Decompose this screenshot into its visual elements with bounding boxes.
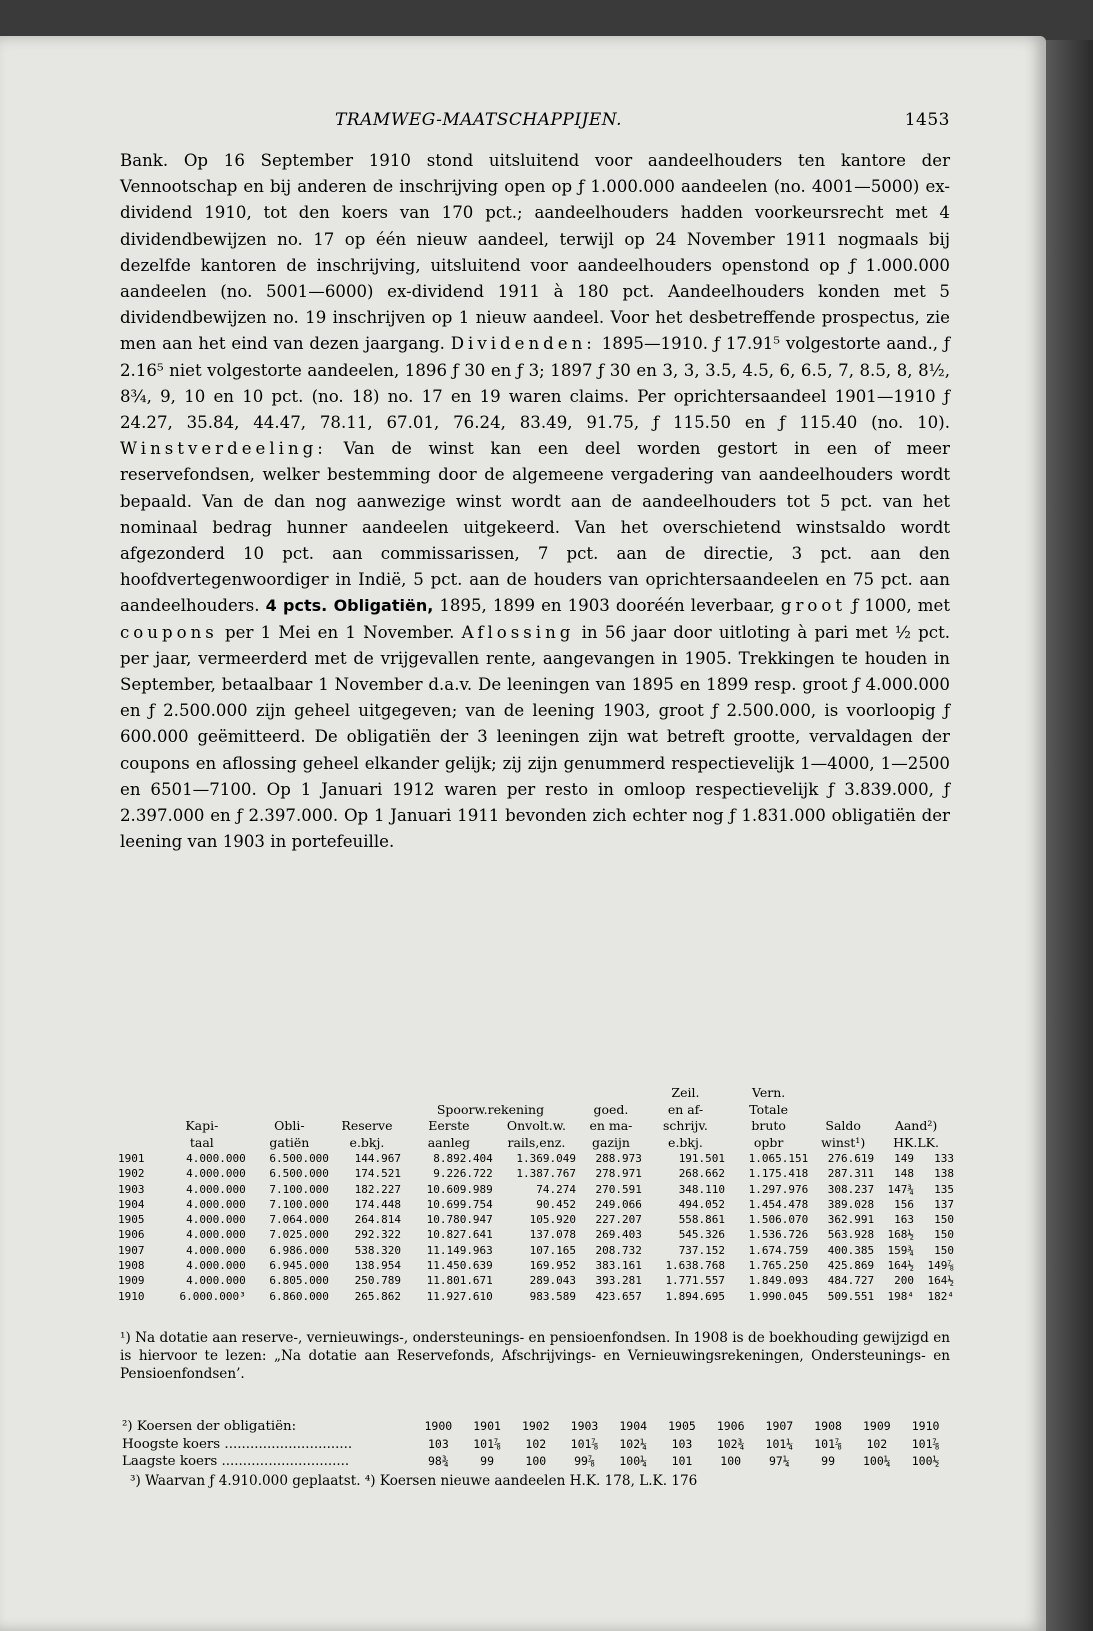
header-cell: Reserve [341,1118,393,1133]
table-cell: 182⁴ [927,1289,954,1303]
quote-cell: 101⅞ [570,1436,599,1451]
table-cell: 558.861 [678,1213,726,1227]
header-cell: opbr [753,1134,784,1150]
table-cell: 147¾ [887,1182,914,1196]
header-cell: e.bkj. [668,1134,703,1150]
year-cell: 1908 [118,1259,145,1273]
table-cell: 169.952 [529,1259,576,1273]
header-cell: e.bkj. [349,1134,385,1150]
label-groot: groot [780,596,847,616]
table-cell: 4.000.000 [186,1228,246,1242]
table-cell: 1.369.049 [516,1152,576,1165]
bond-quotes-table [120,1418,950,1471]
table-cell: 138.954 [354,1259,401,1273]
table-cell: 150 [934,1228,954,1242]
bond-quotes-body [120,1418,950,1471]
table-cell: 265.862 [354,1289,401,1303]
quote-cell: 100¼ [619,1454,648,1468]
table-cell: 208.732 [595,1243,642,1257]
table-row [116,1243,956,1258]
quote-cell: 103 [671,1436,693,1451]
header-cell: Spoorw.rekening [436,1101,545,1117]
header-cell: Saldo [825,1118,861,1133]
table-cell: 163 [894,1213,914,1227]
table-row [116,1151,956,1166]
text-dividends: 1895—1910. ƒ 17.91⁵ volgestorte aand., ƒ 2.16⁵ niet volgestorte aandeelen, 1896 ƒ 30 en ƒ 3; 1897 ƒ 30 en 3, 3, 3.5, 4.5, 6, 6.5, 7, 8.5, 8, 8½, 8¾, 9, 10 en 10 pct. (no. 18) no. 17 en 19 waren claims. Per oprichtersaandeel 1901—1910 ƒ 24.27, 35.84, 44.47, 78.11, 67.01, 76.24, 83.49, 91.75, ƒ 115.50 en ƒ 115.40 (no. 10). [120,334,950,433]
quote-cell: 1909 [862,1419,891,1433]
quote-cell: 99 [480,1454,494,1468]
quote-cell: 102¾ [716,1436,745,1451]
quote-cell: 101 [671,1454,693,1468]
quote-cell: 100½ [911,1454,940,1468]
table-row [116,1197,956,1212]
table-cell: 6.500.000 [269,1152,329,1165]
table-cell: 7.025.000 [269,1228,329,1242]
table-cell: 174.521 [354,1167,401,1181]
text-share-issues: Bank. Op 16 September 1910 stond uitsluitend voor aandeelhouders ten kantore der Vennootschap en bij anderen de inschrijving open op ƒ 1.000.000 aandeelen (no. 4001—5000) ex-dividend 1910, tot den koers van 170 pct.; aandeelhouders hadden voorkeursrecht met 4 dividendbewijzen no. 17 op één nieuw aandeel, terwijl op 24 November 1911 nogmaals bij dezelfde kantoren de inschrijving, uitsluitend voor aandeelhouders openstond op ƒ 1.000.000 aandeelen (no. 5001—6000) ex-dividend 1911 à 180 pct. Aandeelhouders konden met 5 dividendbewijzen no. 19 inschrijven op 1 nieuw aandeel. Voor het desbetreffende prospectus, zie men aan het eind van dezen jaargang. [120,151,950,354]
table-cell: 389.028 [827,1197,875,1211]
table-cell: 90.452 [536,1197,576,1211]
text-profit-distribution: Van de winst kan een deel worden gestort in een of meer reservefondsen, welker bestemming door de algemeene vergadering van aandeelhouders wordt bepaald. Van de dan nog aanwezige winst wordt aan de aandeelhouders tot 5 pct. van het nominaal bedrag hunner aandeelen uitgekeerd. Van het overschietend winstsaldo wordt afgezonderd 10 pct. aan commissarissen, 7 pct. aan de directie, 3 pct. aan den hoofdvertegenwoordiger in Indië, 5 pct. aan de houders van oprichtersaandeelen en 75 pct. aan aandeelhouders. [120,439,950,616]
table-cell: 8.892.404 [433,1152,493,1165]
footnote-1: ¹) Na dotatie aan reserve-, vernieuwings-, ondersteunings- en pensioenfondsen. In 1908 is de boekhouding gewijzigd en is hiervoor te lezen: „Na dotatie aan Reservefonds, Afschrijvings- en Vernieuwingsrekeningen, Ondersteunings- en Pensioenfondsen’. [120,1330,950,1382]
table-cell: 137 [934,1197,954,1211]
table-cell: 276.619 [827,1152,875,1165]
table-cell: 105.920 [529,1213,576,1227]
quote-cell: 1904 [619,1419,648,1433]
table-cell: 425.869 [827,1259,875,1273]
table-cell: 4.000.000 [186,1197,246,1211]
table-cell: 1.454.478 [748,1197,809,1211]
quote-cell: 102¼ [619,1436,648,1451]
table-header-row [116,1118,956,1135]
footnote-3-4: ³) Waarvan ƒ 4.910.000 geplaatst. ⁴) Koersen nieuwe aandeelen H.K. 178, L.K. 176 [130,1473,698,1489]
table-row [116,1166,956,1181]
quote-cell: 102 [866,1436,888,1451]
table-cell: 174.448 [354,1197,401,1211]
table-cell: 198⁴ [887,1289,914,1303]
table-cell: 164½ [927,1274,954,1288]
table-cell: 1.674.759 [748,1243,809,1257]
table-cell: 11.450.639 [426,1259,493,1273]
table-cell: 362.991 [827,1213,875,1227]
table-row [116,1273,956,1288]
quote-cell: 102 [525,1436,547,1451]
year-cell: 1902 [118,1167,145,1181]
table-cell: 484.727 [827,1274,875,1288]
row-label: Laagste koers .............................. [122,1454,350,1469]
label-obligatien: 4 pcts. Obligatiën, [265,596,434,616]
table-cell: 11.149.963 [426,1243,493,1257]
table-cell: 6.860.000 [269,1289,329,1303]
table-cell: 6.500.000 [269,1167,329,1181]
label-coupons: coupons [120,622,218,642]
quote-cell: 1903 [570,1419,599,1433]
row-label: ²) Koersen der obligatiën: [122,1419,297,1434]
table-cell: 164½ [887,1259,914,1273]
table-cell: 159¾ [887,1243,914,1257]
table-cell: 4.000.000 [186,1259,246,1273]
table-row [116,1182,956,1197]
year-cell: 1905 [118,1213,145,1227]
table-cell: 168½ [887,1228,914,1242]
header-cell: goed. [593,1101,629,1117]
text-redemption: in 56 jaar door uitloting à pari met ½ pct. per jaar, vermeerderd met de vrijgevallen rente, aangevangen in 1905. Trekkingen te houden in September, betaalbaar 1 November d.a.v. De leeningen van 1895 en 1899 resp. groot ƒ 4.000.000 en ƒ 2.500.000 zijn geheel uitgegeven; van de leening 1903, groot ƒ 2.500.000, is voorloopig ƒ 600.000 geëmitteerd. De obligatiën der 3 leeningen zijn wat betreft grootte, vervaldagen der coupons en aflossing geheel elkander gelijk; zij zijn genummerd respectievelijk 1—4000, 1—2500 en 6501—7100. Op 1 Januari 1912 waren per resto in omloop respectievelijk ƒ 3.839.000, ƒ 2.397.000 en ƒ 2.397.000. Op 1 Januari 1911 bevonden zich echter nog ƒ 1.831.000 obligatiën der leening van 1903 in portefeuille. [120,622,951,852]
table-cell: 74.274 [536,1182,576,1196]
header-cell: winst¹) [821,1134,866,1150]
table-cell: 144.967 [354,1152,401,1165]
table-cell: 348.110 [678,1182,726,1196]
table-cell: 1.175.418 [748,1167,809,1181]
book-edge [1046,40,1093,1631]
table-cell: 4.000.000 [186,1213,246,1227]
header-cell: aanleg [427,1134,471,1150]
table-cell: 269.403 [595,1228,642,1242]
table-cell: 1.065.151 [748,1152,809,1165]
table-cell: 400.385 [827,1243,875,1257]
lowest-quote-row [120,1453,950,1471]
year-cell: 1910 [118,1289,145,1303]
quote-cell: 1907 [765,1419,794,1433]
table-cell: 278.971 [595,1167,642,1181]
table-cell: 6.945.000 [269,1259,329,1273]
table-cell: 1.536.726 [748,1228,809,1242]
table-cell: 137.078 [529,1228,576,1242]
table-cell: 10.609.989 [426,1182,493,1196]
year-cell: 1901 [118,1152,145,1165]
header-cell: schrijv. [663,1118,708,1133]
table-cell: 11.927.610 [426,1289,493,1303]
table-cell: 148 [894,1167,914,1181]
table-cell: 270.591 [595,1182,642,1196]
header-cell: bruto [751,1118,786,1133]
text-coupons: per 1 Mei en 1 November. [217,622,455,642]
table-cell: 10.780.947 [426,1213,493,1227]
table-cell: 7.064.000 [269,1213,329,1227]
table-cell: 250.789 [354,1274,401,1288]
table-cell: 200 [894,1274,914,1288]
table-cell: 289.043 [529,1274,576,1288]
table-cell: 6.805.000 [269,1274,329,1288]
financial-table [116,1085,956,1304]
table-row [116,1258,956,1273]
table-cell: 494.052 [678,1197,726,1211]
quote-cell: 101¼ [765,1436,794,1451]
table-cell: 268.662 [678,1167,726,1181]
table-cell: 288.973 [595,1152,642,1165]
table-cell: 287.311 [827,1167,875,1181]
table-cell: 1.506.070 [748,1213,809,1227]
quote-cell: 97¼ [769,1454,790,1468]
table-header-row [116,1085,956,1102]
quote-cell: 100¼ [862,1454,891,1468]
quote-cell: 1906 [716,1419,745,1433]
table-header-row [116,1102,956,1119]
quote-cell: 99 [821,1454,836,1468]
header-cell: en af- [667,1101,704,1117]
table-cell: 737.152 [678,1243,726,1257]
table-header-row [116,1135,956,1152]
table-cell: 135 [934,1182,954,1196]
table-cell: 4.000.000 [186,1167,246,1181]
quote-cell: 99⅞ [574,1454,595,1468]
table-cell: 545.326 [678,1228,726,1242]
quote-cell: 1908 [814,1419,842,1433]
quote-years-row [120,1418,950,1436]
table-cell: 1.771.557 [665,1274,726,1288]
highest-quote-row [120,1436,950,1454]
label-aflossing: Aflossing [461,622,575,642]
running-title: TRAMWEG-MAATSCHAPPIJEN. [335,110,622,130]
quote-cell: 1900 [424,1419,453,1433]
year-cell: 1909 [118,1274,145,1288]
table-cell: 182.227 [354,1182,401,1196]
table-cell: 509.551 [827,1289,875,1303]
header-cell: Eerste [428,1118,470,1133]
label-dividenden: Dividenden: [450,334,596,354]
label-winstverdeeling: Winstverdeeling: [120,439,327,459]
footnotes [120,1329,950,1383]
quote-cell: 98¾ [427,1454,449,1468]
text-size: ƒ 1000, met [846,596,950,616]
text-bonds: 1895, 1899 en 1903 dooréén leverbaar, [433,596,775,616]
table-cell: 150 [934,1213,954,1227]
table-body [116,1151,956,1304]
table-cell: 156 [894,1197,914,1211]
table-cell: 538.320 [354,1243,401,1257]
table-cell: 1.297.976 [748,1182,809,1196]
quote-cell: 1901 [473,1419,501,1433]
table-cell: 133 [934,1152,954,1165]
header-cell: Totale [749,1101,789,1117]
year-cell: 1906 [118,1228,145,1242]
header-cell: gatiën [269,1134,310,1150]
table-cell: 983.589 [529,1289,576,1303]
year-cell: 1904 [118,1197,145,1211]
year-cell: 1903 [118,1182,145,1196]
quote-cell: 101⅞ [814,1436,842,1451]
table-cell: 393.281 [595,1274,642,1288]
table-cell: 4.000.000 [186,1152,246,1165]
quote-cell: 100 [720,1454,742,1468]
table-cell: 10.827.641 [426,1228,493,1242]
year-cell: 1907 [118,1243,145,1257]
table-cell: 107.165 [529,1243,576,1257]
table-row [116,1212,956,1227]
table-cell: 6.986.000 [269,1243,329,1257]
header-cell: Zeil. [671,1085,700,1100]
table-cell: 150 [934,1243,954,1257]
table-cell: 1.894.695 [665,1289,726,1303]
table-cell: 1.765.250 [748,1259,809,1273]
table-cell: 9.226.722 [433,1167,493,1181]
table-cell: 227.207 [595,1213,642,1227]
table-cell: 149 [894,1152,914,1165]
table-cell: 10.699.754 [426,1197,493,1211]
page-number: 1453 [904,110,950,130]
table-cell: 264.814 [354,1213,401,1227]
quote-cell: 101⅞ [911,1436,940,1451]
table-cell: 4.000.000 [186,1274,246,1288]
table-cell: 138 [934,1167,954,1181]
table-cell: 6.000.000³ [179,1289,246,1303]
quote-cell: 1905 [668,1419,696,1433]
table-cell: 1.387.767 [516,1167,576,1181]
quote-cell: 1910 [911,1419,940,1433]
header-cell: Kapi- [185,1118,219,1133]
table-cell: 11.801.671 [426,1274,493,1288]
quote-cell: 100 [525,1454,547,1468]
table-cell: 383.161 [595,1259,642,1273]
header-cell: Obli- [274,1118,305,1133]
table-cell: 1.849.093 [748,1274,809,1288]
table-cell: 249.066 [595,1197,642,1211]
table-cell: 1.990.045 [748,1289,809,1303]
table-cell: 423.657 [595,1289,642,1303]
table-cell: 308.237 [827,1182,875,1196]
table-cell: 4.000.000 [186,1182,246,1196]
table-row [116,1289,956,1304]
header-cell: Vern. [752,1085,786,1100]
quote-cell: 101⅞ [473,1436,501,1451]
table-cell: 149⅞ [927,1259,954,1273]
header-cell: taal [189,1134,214,1150]
quote-cell: 1902 [521,1419,550,1433]
table-cell: 4.000.000 [186,1243,246,1257]
header-cell: gazijn [591,1134,630,1150]
quote-cell: 103 [427,1436,449,1451]
header-cell: rails,enz. [507,1134,566,1150]
header-cell: Aand²) [894,1118,938,1133]
table-cell: 191.501 [678,1152,726,1165]
row-label: Hoogste koers .............................. [122,1436,353,1452]
header-cell: Onvolt.w. [506,1118,566,1133]
table-cell: 563.928 [827,1228,875,1242]
table-row [116,1227,956,1242]
body-paragraph [120,148,950,855]
table-cell: 7.100.000 [269,1197,329,1211]
body-text [120,148,950,855]
header-cell: HK.LK. [893,1134,939,1150]
table-cell: 292.322 [354,1228,401,1242]
table-cell: 7.100.000 [269,1182,329,1196]
table-cell: 1.638.768 [665,1259,726,1273]
header-cell: en ma- [589,1118,633,1133]
